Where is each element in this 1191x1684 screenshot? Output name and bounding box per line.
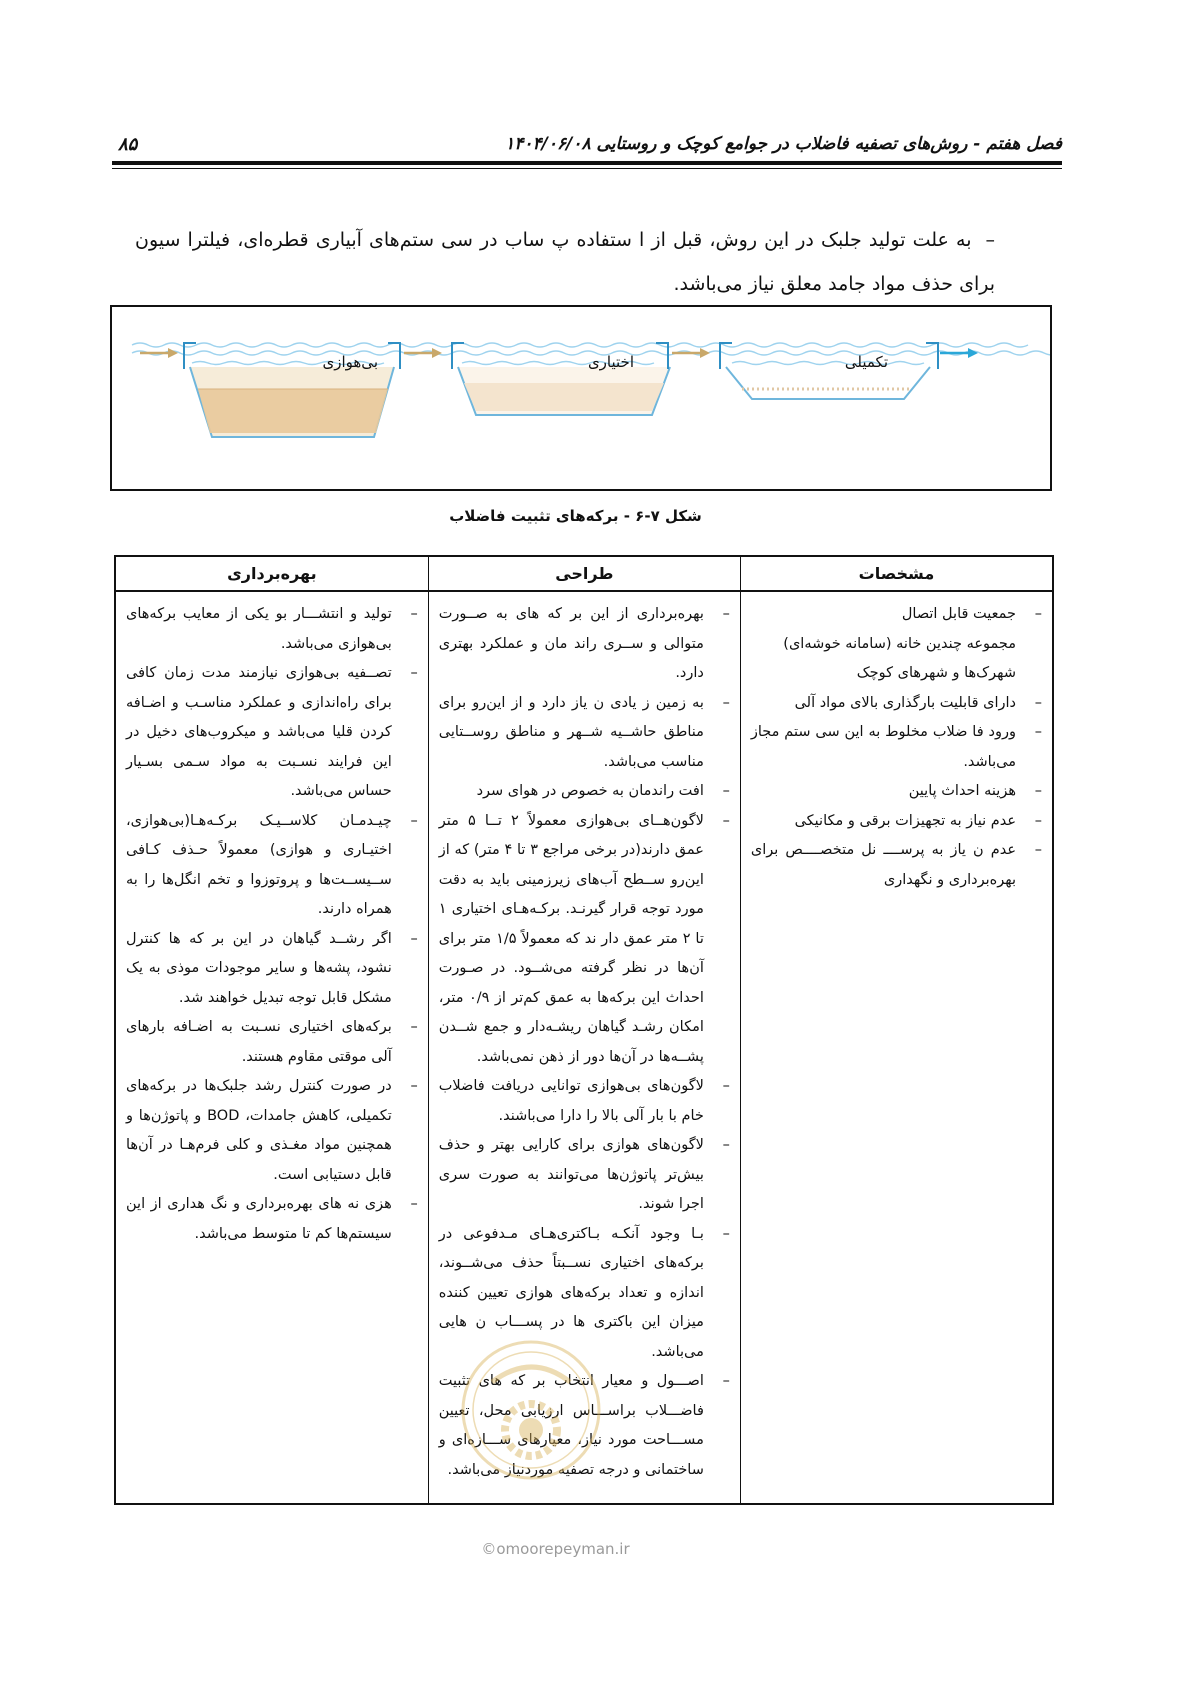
list-item-text: لاگون‌های بی‌هوازی توانایی دریافت فاضلاب خام با بار آلی بالا را دارا می‌باشند.: [438, 1078, 704, 1124]
list-item: [439, 1072, 730, 1131]
facultative-pond: [458, 367, 670, 415]
dash-marker: –: [410, 1019, 418, 1035]
label-anaerobic: بی‌هوازی: [322, 353, 378, 371]
dash-marker: –: [722, 1225, 730, 1242]
copyright-icon: ©: [481, 1540, 497, 1558]
chapter-title: فصل هفتم - روش‌های تصفیه فاضلاب در جوامع کوچک و روستایی ۱۴۰۴/۰۶/۰۸: [505, 134, 1062, 154]
dash-marker: –: [1034, 783, 1042, 799]
dash-marker: –: [722, 1137, 730, 1153]
list-item-text: هزی نه های بهره‌برداری و نگ هداری از این سیستم‌ها کم تا متوسط می‌باشد.: [126, 1196, 392, 1242]
header-design: طراحی: [428, 556, 740, 591]
list-item-text: مجموعه چندین خانه (سامانه خوشه‌ای): [783, 635, 1016, 652]
list-item: [439, 600, 730, 689]
header-rule-thin: [112, 168, 1062, 169]
list-item: [439, 777, 730, 807]
list-item: [126, 659, 418, 807]
list-item: [751, 659, 1042, 689]
operation-list: [126, 600, 418, 1249]
intro-text: به علت تولید جلبک در این روش، قبل از ا ستفاده پ ساب در سی ستم‌های آبیاری قطره‌ای، فیلترا سیون برای حذف مواد جامد معلق نیاز می‌باشد.: [135, 229, 995, 295]
list-item-text: تصــفیه بی‌هوازی نیازمند مدت زمان کافی برای راه‌اندازی و عملکرد مناسـب و اضـافه کردن قلیا می‌باشد و میکروب‌های دخیل در این فرایند نسـبت به مواد سـمی بسـیار حساس می‌باشد.: [126, 665, 392, 799]
list-item: [751, 807, 1042, 837]
list-item: [751, 836, 1042, 895]
dash-marker: –: [410, 1078, 418, 1094]
features-cell: [740, 591, 1053, 1504]
list-item-text: ورود فا ضلاب مخلوط به این سی ستم مجاز می‌باشد.: [750, 724, 1016, 770]
list-item-text: لاگون‌های هوازی برای کارایی بهتر و حذف بیش‌تر پاتوژن‌ها می‌توانند به صورت سری اجرا شوند.: [438, 1137, 704, 1212]
dash-marker: –: [1034, 606, 1042, 622]
dash-marker: –: [410, 930, 418, 947]
list-item-text: اگر رشــد گیاهان در این بر که ها کنترل نشود، پشه‌ها و سایر موجودات موذی به یک مشکل قابل توجه تبدیل خواهند شد.: [126, 930, 392, 1006]
list-item-text: به زمین ز یادی ن یاز دارد و از این‌رو برای مناطق حاشــیه شــهر و مناطق روســتایی مناسب می‌باشد.: [438, 694, 704, 770]
list-item-text: هزینه احداث پایین: [908, 783, 1016, 799]
list-item: [751, 777, 1042, 807]
figure-caption: شکل ۷-۶ - برکه‌های تثبیت فاضلاب: [449, 507, 702, 525]
label-facultative: اختیاری: [587, 353, 634, 371]
dash-marker: –: [722, 783, 730, 799]
list-item-text: اصـــول و معیار انتخاب بر که های تثبیت فاضـــلاب براســـاس ارزیابی محل، تعیین مســـاحت مورد نیاز، معیارهای ســـازه‌ای و ساختمانی و درجه تصفیه موردنیاز می‌باشد.: [438, 1373, 704, 1478]
dash-marker: –: [1034, 842, 1042, 858]
dash-marker: –: [722, 812, 730, 829]
list-item-text: دارای قابلیت بارگذاری بالای مواد آلی: [794, 694, 1016, 711]
list-item-text: جمعیت قابل اتصال: [901, 606, 1016, 622]
label-maturation: تکمیلی: [844, 353, 888, 371]
list-item-text: بـا وجود آنکـه بـاکتری‌هـای مـدفوعی در برکه‌های اختیاری نســبتاً حذف می‌شــوند، اندازه و تعداد برکه‌های هوازی تعیین کننده میزان این باکتری ها در پســـاب ن هایی می‌باشد.: [438, 1225, 704, 1360]
list-item: [751, 689, 1042, 719]
list-item-text: عدم نیاز به تجهیزات برقی و مکانیکی: [794, 812, 1016, 829]
list-item: [751, 718, 1042, 777]
list-item: [126, 1190, 418, 1249]
list-item: [126, 600, 418, 659]
list-item-text: تولید و انتشـــار بو یکی از معایب برکه‌های بی‌هوازی می‌باشد.: [126, 606, 392, 652]
list-item: [439, 689, 730, 778]
list-item: [126, 807, 418, 925]
list-item-text: چیـدمـان کلاســیـک برکـه‌هـا(بی‌هوازی، اختیـاری و هوازی) معمولاً حـذف کـافی ســیســت‌ها و پروتوزوا و تخم انگل‌ها را به همراه دارند.: [126, 812, 392, 917]
intro-paragraph: [135, 218, 995, 306]
list-item-text: لاگون‌هــای بی‌هوازی معمولاً ۲ تــا ۵ متر عمق دارند(در برخی مراجع ۳ تا ۴ متر) که از این‌رو ســطح آب‌های زیرزمینی باید به دقت مورد توجه قرار گیرنـد. برکـه‌هـای اختیاری ۱ تا ۲ متر عمق دار ند که معمولاً ۱/۵ متر برای آن‌ها در نظر گرفته می‌شــود. در صـورت احداث این برکه‌ها به عمق کم‌تر از ۰/۹ متر، امکان رشـد گیاهان ریشـه‌دار و جمع شــدن پشــه‌ها در آن‌ها دور از ذهن نمی‌باشد.: [438, 812, 704, 1065]
list-item-text: در صورت کنترل رشد جلبک‌ها در برکه‌های تکمیلی، کاهش جامدات، BOD و پاتوژن‌ها و همچنین مواد مغـذی و کلی فرم‌هـا در آن‌ها قابل دستیابی است.: [126, 1078, 392, 1183]
anaerobic-pond: [190, 367, 394, 437]
dash-marker: –: [410, 812, 418, 829]
operation-cell: [115, 591, 428, 1504]
pond-diagram: [112, 307, 1050, 489]
dash-marker: –: [410, 665, 418, 681]
dash-marker: –: [722, 606, 730, 622]
watermark-seal-logo: [456, 1330, 606, 1500]
list-item: [126, 925, 418, 1014]
list-item: [751, 630, 1042, 660]
dash-marker: –: [722, 694, 730, 711]
list-item-text: بهره‌برداری از این بر که های به صــورت متوالی و ســری راند مان و عملکرد بهتری دارد.: [438, 606, 704, 681]
dash-marker: –: [1034, 812, 1042, 829]
list-item-text: عدم ن یاز به پرســــ نل متخصــــص برای بهره‌برداری و نگهداری: [750, 842, 1016, 888]
table-header-row: [115, 556, 1053, 591]
maturation-pond: [726, 367, 930, 399]
dash-marker: –: [410, 606, 418, 622]
header-rule-thick: [112, 161, 1062, 165]
list-item-text: برکه‌های اختیاری نسـبت به اضـافه بارهای آلی موقتی مقاوم هستند.: [126, 1019, 392, 1065]
header-features: مشخصات: [740, 556, 1053, 591]
page-number: ۸۵: [118, 134, 138, 155]
dash-marker: –: [1034, 694, 1042, 711]
list-item-text: افت راندمان به خصوص در هوای سرد: [476, 783, 704, 799]
intro-dash: –: [985, 229, 995, 251]
list-item: [751, 600, 1042, 630]
features-list: [751, 600, 1042, 895]
list-item: [439, 807, 730, 1073]
list-item: [439, 1131, 730, 1220]
header-operation: بهره‌برداری: [115, 556, 428, 591]
dash-marker: –: [410, 1196, 418, 1212]
list-item-text: شهرک‌ها و شهرهای کوچک: [856, 665, 1016, 681]
list-item: [126, 1072, 418, 1190]
dash-marker: –: [722, 1373, 730, 1389]
dash-marker: –: [722, 1078, 730, 1094]
dash-marker: –: [1034, 724, 1042, 740]
list-item: [126, 1013, 418, 1072]
pond-figure: [110, 305, 1052, 491]
watermark-url: ©omoorepeyman.ir: [481, 1540, 630, 1558]
